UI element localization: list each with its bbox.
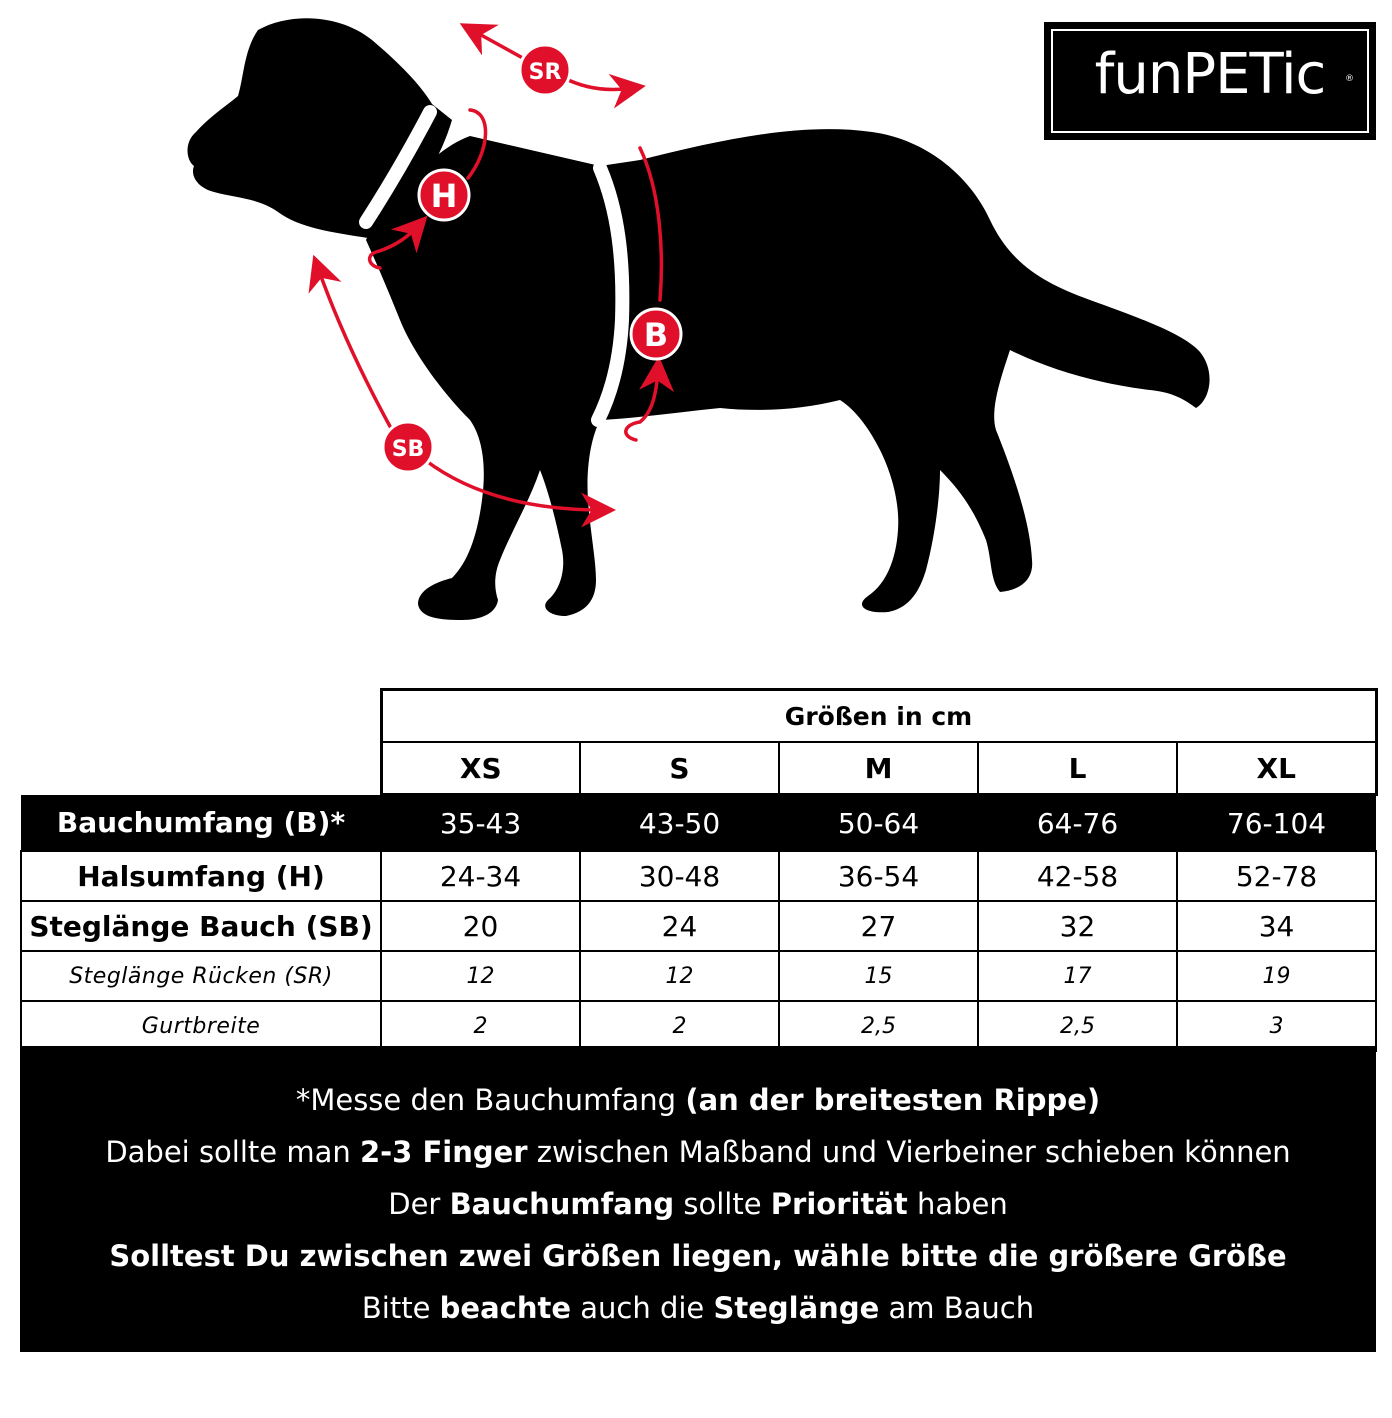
row-label: Steglänge Rücken (SR) xyxy=(21,951,381,1001)
note-line-4: Solltest Du zwischen zwei Größen liegen, wähle bitte die größere Größe xyxy=(109,1239,1287,1273)
marker-back-strap xyxy=(520,45,570,95)
table-cell: 12 xyxy=(580,951,779,1001)
size-header-row xyxy=(21,742,1376,795)
size-header-s: S xyxy=(580,742,779,795)
table-cell: 34 xyxy=(1177,901,1376,951)
table-cell: 42-58 xyxy=(978,851,1177,901)
svg-text:SB: SB xyxy=(391,437,425,462)
table-cell: 20 xyxy=(381,901,580,951)
table-cell: 3 xyxy=(1177,1001,1376,1051)
note-line-5: Bitte beachte auch die Steglänge am Bauch xyxy=(361,1291,1035,1325)
size-chart-table xyxy=(20,688,1378,1052)
table-cell: 2 xyxy=(580,1001,779,1051)
note-line-2: Dabei sollte man 2-3 Finger zwischen Maßband und Vierbeiner schieben können xyxy=(105,1135,1291,1169)
group-header: Größen in cm xyxy=(381,690,1376,743)
table-cell: 76-104 xyxy=(1177,795,1376,852)
svg-text:H: H xyxy=(430,177,458,215)
table-cell: 32 xyxy=(978,901,1177,951)
table-cell: 17 xyxy=(978,951,1177,1001)
marker-belly xyxy=(631,309,681,359)
registered-mark: ® xyxy=(1345,74,1354,84)
table-row-belly-strap-length xyxy=(21,901,1376,951)
svg-text:B: B xyxy=(643,316,669,354)
svg-text:SR: SR xyxy=(528,60,562,85)
measurement-notes xyxy=(20,1046,1376,1352)
row-label: Steglänge Bauch (SB) xyxy=(21,901,381,951)
table-cell: 24-34 xyxy=(381,851,580,901)
table-row-strap-width xyxy=(21,1001,1376,1051)
size-header-xl: XL xyxy=(1177,742,1376,795)
note-line-3: Der Bauchumfang sollte Priorität haben xyxy=(388,1187,1008,1221)
table-cell: 64-76 xyxy=(978,795,1177,852)
table-row-belly-girth xyxy=(21,795,1376,852)
table-cell: 2,5 xyxy=(779,1001,978,1051)
table-cell: 30-48 xyxy=(580,851,779,901)
row-label: Gurtbreite xyxy=(21,1001,381,1051)
row-label: Bauchumfang (B)* xyxy=(21,795,381,852)
table-cell: 52-78 xyxy=(1177,851,1376,901)
table-row-back-strap-length xyxy=(21,951,1376,1001)
table-cell: 12 xyxy=(381,951,580,1001)
table-cell: 35-43 xyxy=(381,795,580,852)
table-cell: 36-54 xyxy=(779,851,978,901)
brand-logo xyxy=(1044,22,1376,140)
table-group-header-row xyxy=(21,690,1376,743)
logo-wordmark: funPETic xyxy=(1094,42,1326,107)
table-cell: 43-50 xyxy=(580,795,779,852)
table-cell: 2,5 xyxy=(978,1001,1177,1051)
table-cell: 27 xyxy=(779,901,978,951)
row-label: Halsumfang (H) xyxy=(21,851,381,901)
table-cell: 24 xyxy=(580,901,779,951)
table-cell: 50-64 xyxy=(779,795,978,852)
note-line-1: *Messe den Bauchumfang (an der breitesten Rippe) xyxy=(295,1083,1101,1117)
size-header-xs: XS xyxy=(381,742,580,795)
marker-neck xyxy=(419,170,469,220)
table-cell: 19 xyxy=(1177,951,1376,1001)
table-cell: 15 xyxy=(779,951,978,1001)
size-header-m: M xyxy=(779,742,978,795)
table-row-neck-girth xyxy=(21,851,1376,901)
marker-belly-strap xyxy=(383,422,433,472)
table-cell: 2 xyxy=(381,1001,580,1051)
size-header-l: L xyxy=(978,742,1177,795)
